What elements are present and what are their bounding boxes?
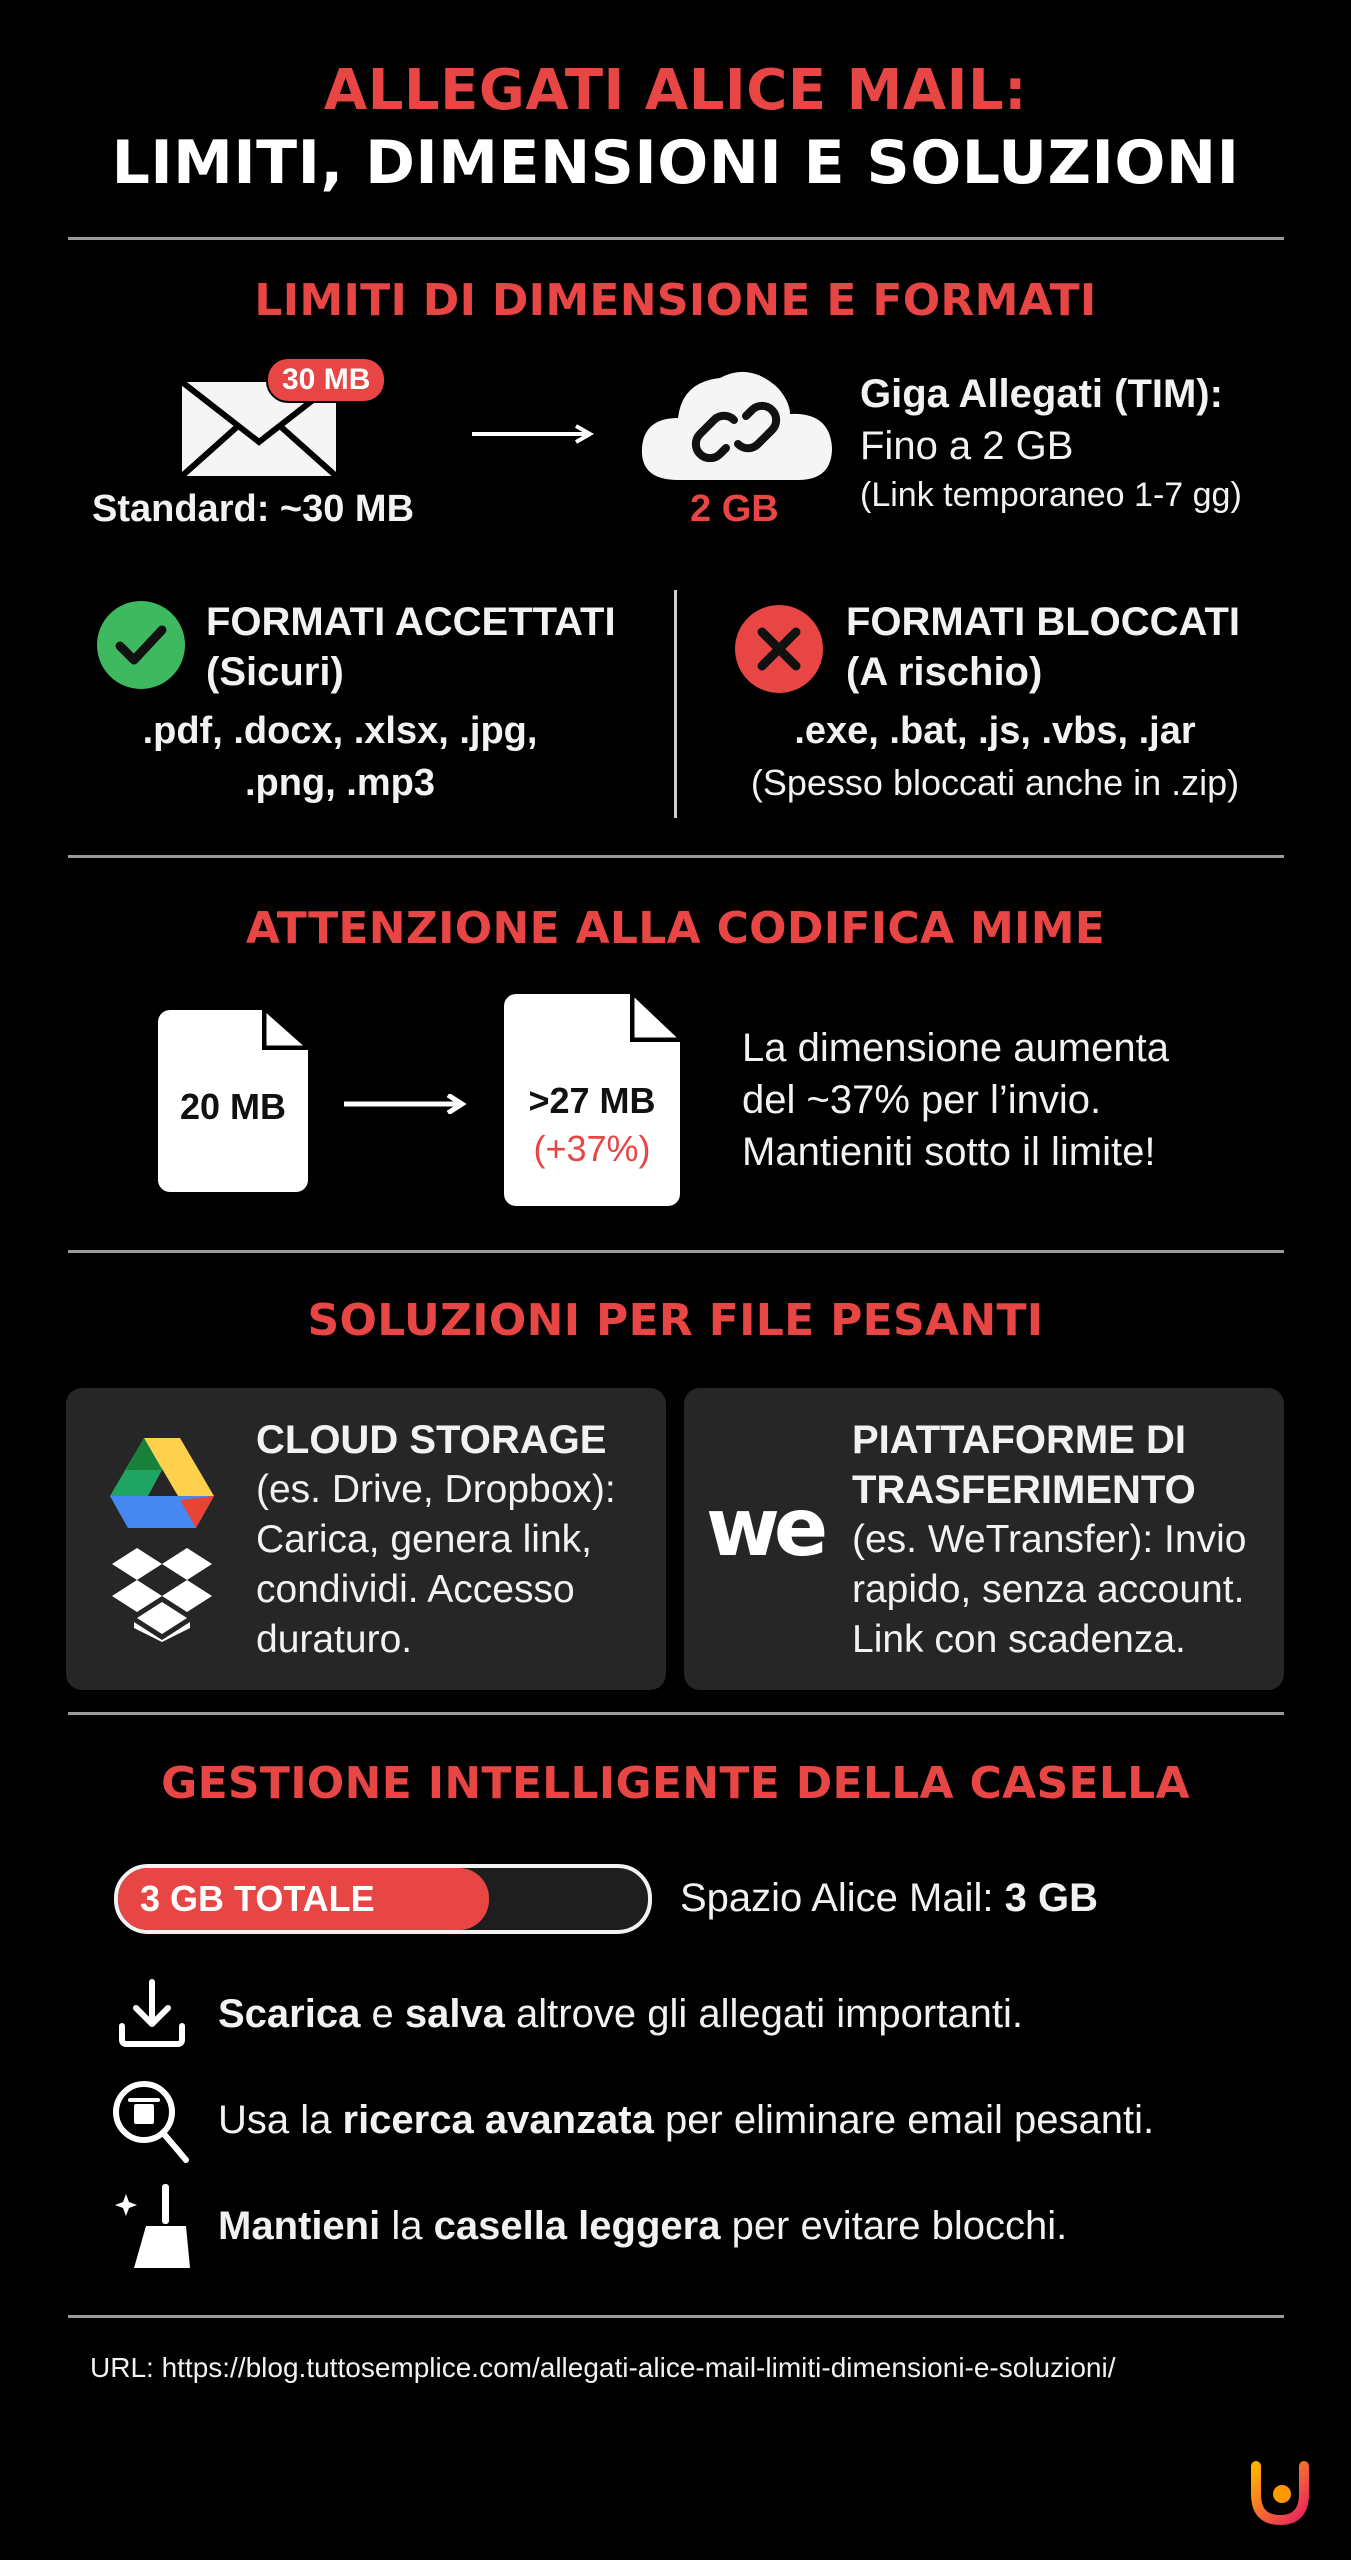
storage-space-value: 3 GB xyxy=(1004,1876,1098,1920)
blocked-formats-list: .exe, .bat, .js, .vbs, .jar xyxy=(794,710,1196,752)
cloud-storage-line: (es. Drive, Dropbox): xyxy=(256,1468,616,1511)
giga-allegati-title: Giga Allegati (TIM): xyxy=(860,372,1223,416)
accepted-formats-subtitle: (Sicuri) xyxy=(206,650,344,694)
title-line-2: LIMITI, DIMENSIONI E SOLUZIONI xyxy=(111,128,1240,198)
divider xyxy=(68,237,1284,240)
transfer-title-2: TRASFERIMENTO xyxy=(852,1468,1196,1512)
wetransfer-logo-icon: we xyxy=(706,1481,823,1574)
section-heading-solutions: SOLUZIONI PER FILE PESANTI xyxy=(307,1295,1044,1346)
storage-space-text: Spazio Alice Mail: xyxy=(680,1876,1005,1920)
vertical-divider xyxy=(674,590,677,818)
transfer-line: Link con scadenza. xyxy=(852,1618,1186,1661)
blocked-formats-subtitle: (A rischio) xyxy=(846,650,1043,694)
accepted-formats-list-1: .pdf, .docx, .xlsx, .jpg, xyxy=(142,710,538,752)
file-fold xyxy=(630,994,680,1042)
divider xyxy=(68,1712,1284,1715)
cloud-storage-line: duraturo. xyxy=(256,1618,413,1661)
mime-desc-3: Mantieniti sotto il limite! xyxy=(742,1130,1156,1174)
check-circle-icon xyxy=(96,600,186,690)
tip-download xyxy=(218,1992,1023,2037)
transfer-line: rapido, senza account. xyxy=(852,1568,1245,1611)
google-drive-icon xyxy=(110,1436,214,1528)
x-circle-icon xyxy=(734,604,824,694)
accepted-formats-title: FORMATI ACCETTATI xyxy=(206,600,616,644)
search-trash-icon xyxy=(112,2080,192,2166)
divider xyxy=(68,2315,1284,2318)
mime-desc-1: La dimensione aumenta xyxy=(742,1026,1169,1070)
tip-text: la xyxy=(380,2204,434,2248)
title-line-1: ALLEGATI ALICE MAIL: xyxy=(323,58,1028,123)
divider xyxy=(68,855,1284,858)
tip-text: e xyxy=(360,1992,405,2036)
size-badge: 30 MB xyxy=(266,357,386,403)
cloud-storage-title: CLOUD STORAGE xyxy=(256,1418,607,1462)
file-size-encoded: >27 MB xyxy=(528,1080,656,1121)
blocked-formats-note: (Spesso bloccati anche in .zip) xyxy=(750,762,1240,803)
footer-url[interactable]: URL: https://blog.tuttosemplice.com/allegati-alice-mail-limiti-dimensioni-e-soluzioni/ xyxy=(90,2352,1116,2383)
section-heading-mailbox: GESTIONE INTELLIGENTE DELLA CASELLA xyxy=(161,1758,1190,1809)
transfer-line: (es. WeTransfer): Invio xyxy=(852,1518,1247,1561)
cloud-limit-label: 2 GB xyxy=(690,488,779,530)
divider xyxy=(68,1250,1284,1253)
broom-sparkle-icon xyxy=(112,2184,192,2268)
tip-text: per evitare blocchi. xyxy=(720,2204,1068,2248)
tip-search xyxy=(218,2098,1154,2143)
cloud-storage-line: Carica, genera link, xyxy=(256,1518,592,1561)
section-heading-mime: ATTENZIONE ALLA CODIFICA MIME xyxy=(245,903,1106,954)
cloud-storage-line: condividi. Accesso xyxy=(256,1568,575,1611)
brand-logo-icon xyxy=(1250,2460,1310,2526)
giga-allegati-note: (Link temporaneo 1-7 gg) xyxy=(860,476,1242,514)
giga-allegati-limit: Fino a 2 GB xyxy=(860,424,1074,468)
tip-bold: salva xyxy=(404,1992,505,2036)
blocked-formats-title: FORMATI BLOCCATI xyxy=(846,600,1241,644)
tip-text: per eliminare email pesanti. xyxy=(653,2098,1155,2142)
file-size-increase: (+37%) xyxy=(533,1128,651,1169)
download-icon xyxy=(116,1978,188,2050)
tip-bold: ricerca avanzata xyxy=(342,2098,654,2142)
tip-bold: Mantieni xyxy=(218,2204,381,2248)
tip-bold: Scarica xyxy=(218,1992,361,2036)
tip-clean xyxy=(218,2204,1067,2249)
mime-desc-2: del ~37% per l’invio. xyxy=(742,1078,1102,1122)
storage-space-label xyxy=(680,1876,1098,1921)
arrow-right-icon xyxy=(344,1094,468,1114)
arrow-right-icon xyxy=(472,424,596,444)
dropbox-icon xyxy=(112,1548,212,1642)
accepted-formats-list-2: .png, .mp3 xyxy=(245,762,435,804)
tip-bold: casella leggera xyxy=(433,2204,721,2248)
standard-limit-label: Standard: ~30 MB xyxy=(92,488,415,530)
file-size-original: 20 MB xyxy=(179,1086,287,1127)
storage-bar-label: 3 GB TOTALE xyxy=(140,1878,375,1919)
file-fold xyxy=(262,1010,308,1050)
transfer-title-1: PIATTAFORME DI xyxy=(852,1418,1187,1462)
section-heading-limits: LIMITI DI DIMENSIONE E FORMATI xyxy=(254,275,1097,326)
cloud-link-icon xyxy=(638,362,834,482)
tip-text: Usa la xyxy=(218,2098,343,2142)
tip-text: altrove gli allegati importanti. xyxy=(504,1992,1023,2036)
